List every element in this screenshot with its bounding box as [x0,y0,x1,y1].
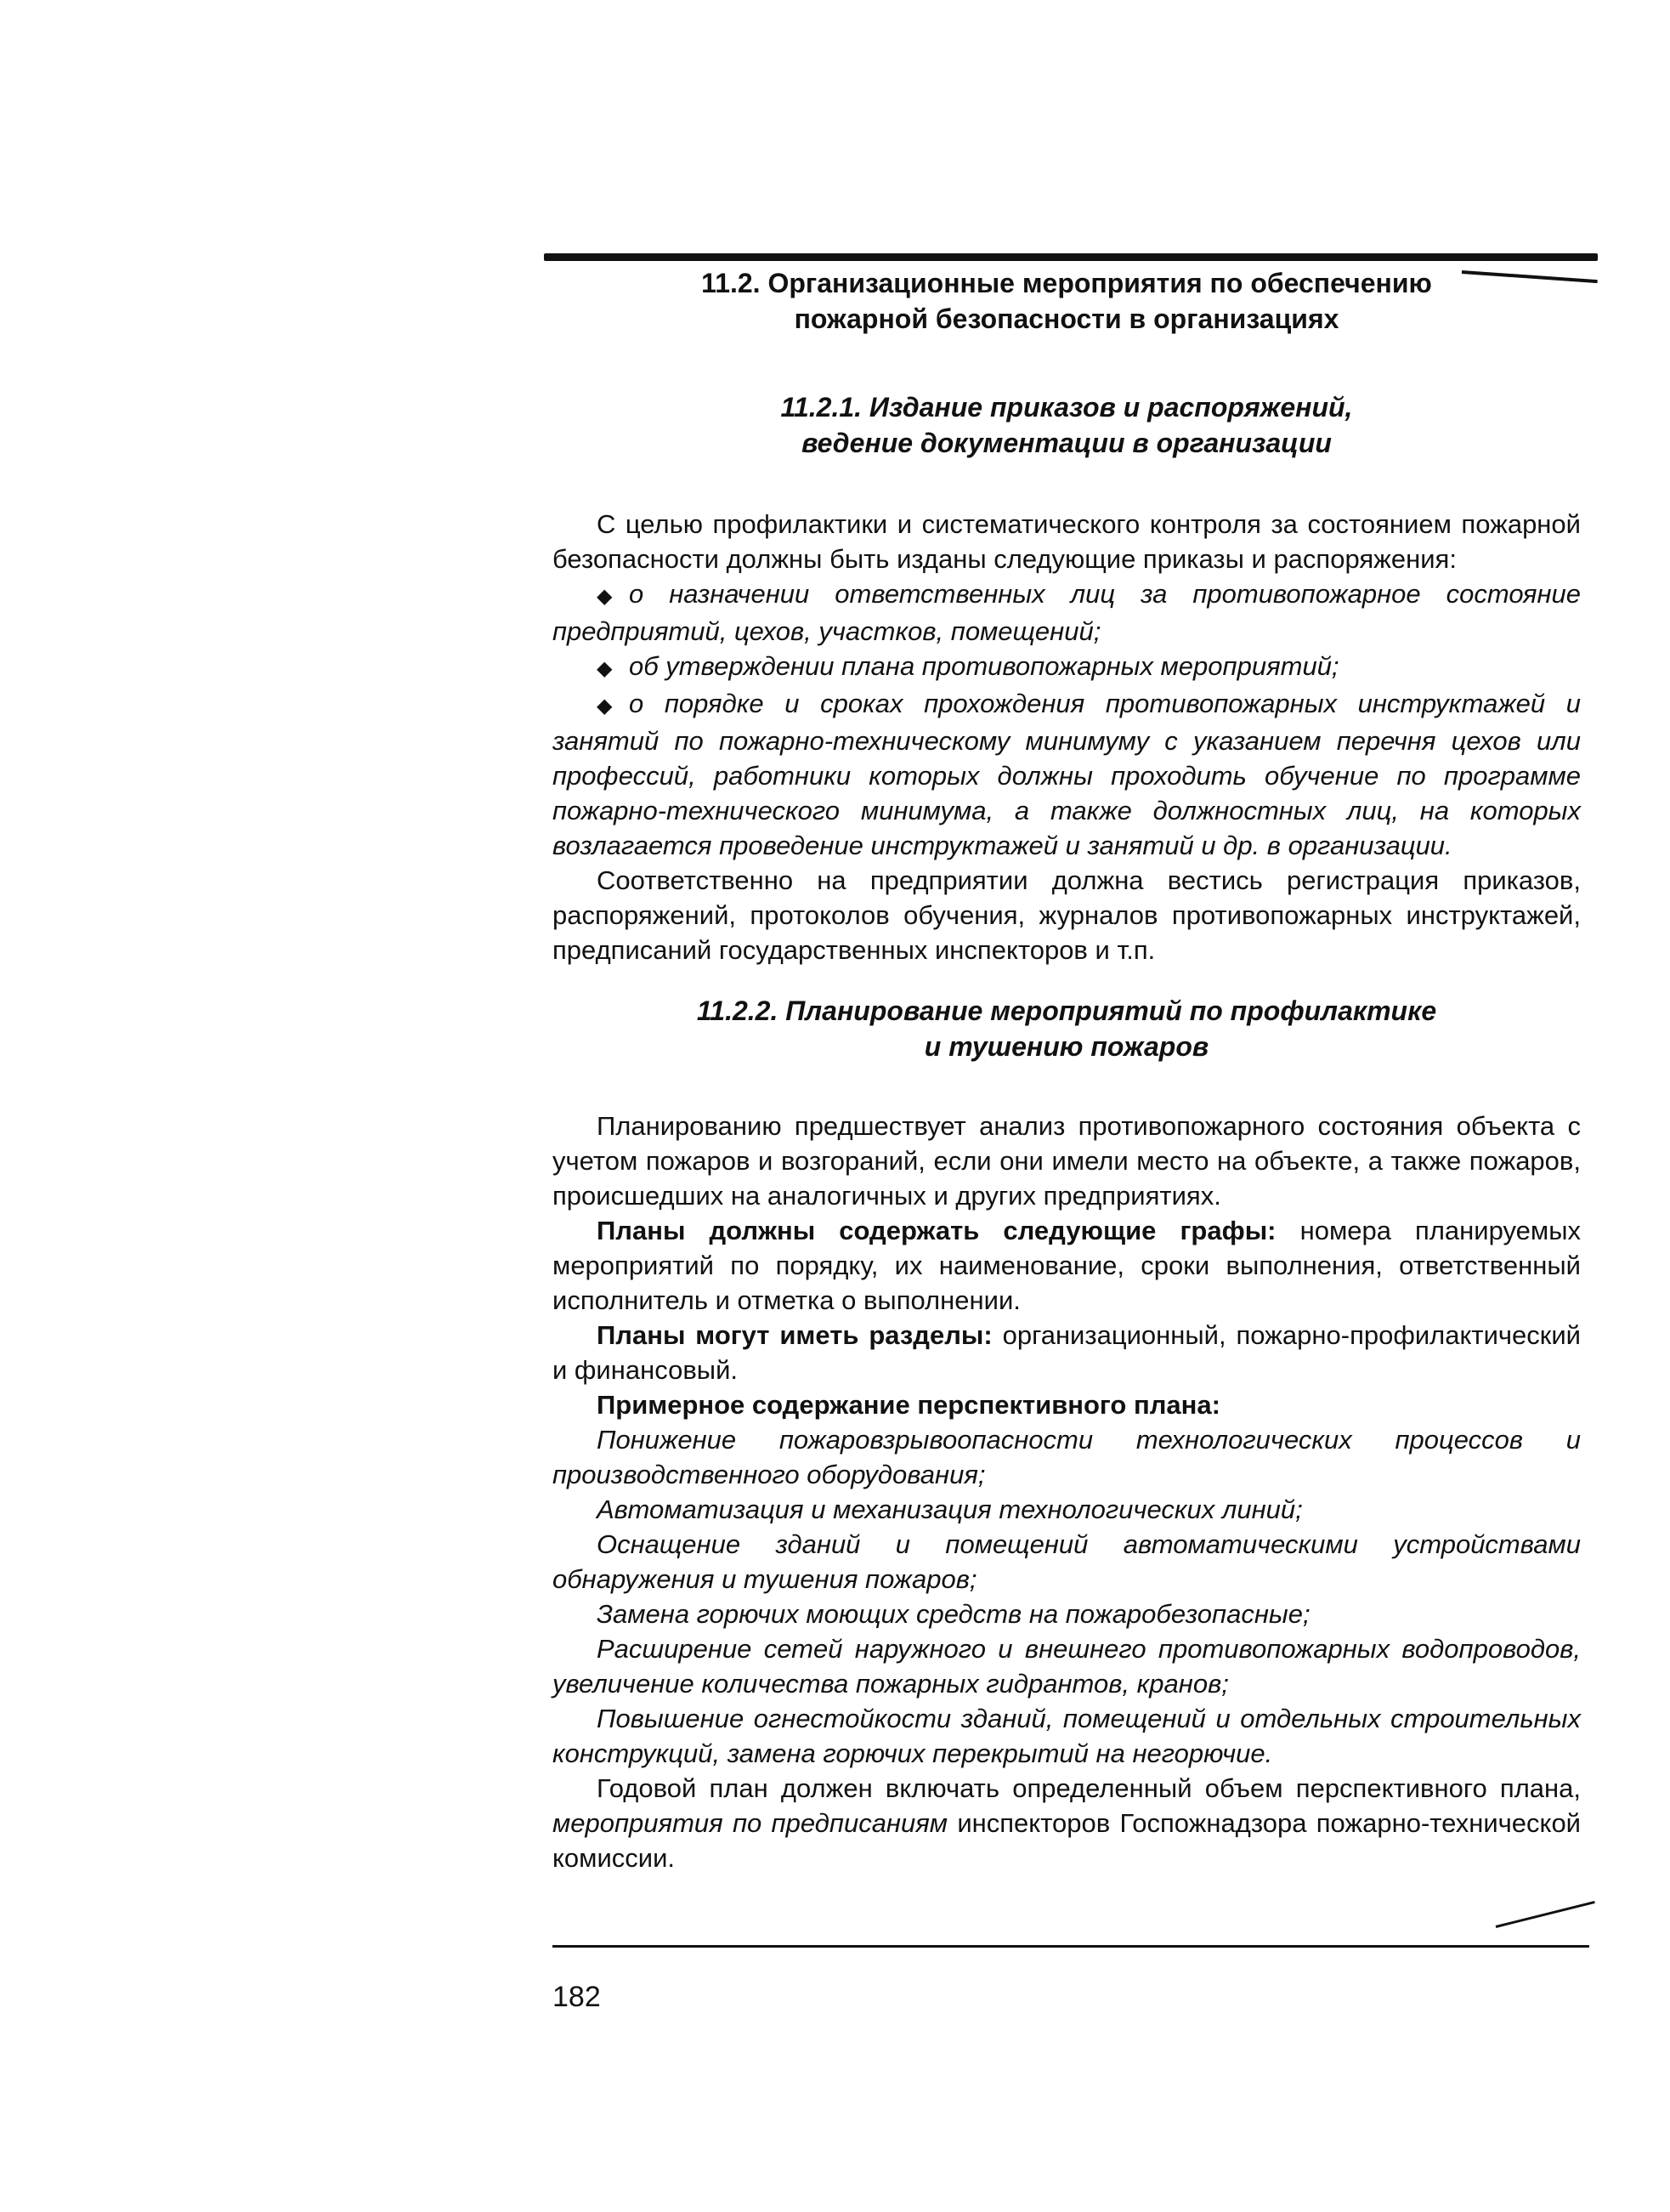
plan-item: Оснащение зданий и помещений автоматическими устройствами обнаружения и тушения пожаров; [552,1529,1581,1594]
diamond-bullet-icon: ◆ [597,657,613,680]
bottom-rule-curl [1496,1901,1595,1928]
bullet-item: ◆ о назначении ответственных лиц за противопожарное состояние предприятий, цехов, участков, помещений; [552,579,1581,646]
plan-sections-paragraph: Планы могут иметь разделы: организационный, пожарно-профилактический и финансовый. [552,1320,1581,1385]
page-content [552,265,1581,1875]
subsection-1-title-line1: 11.2.1. Издание приказов и распоряжений, [780,392,1353,423]
subsection-2-body [552,1109,1581,1875]
plan-contents-heading: Примерное содержание перспективного плана: [597,1390,1220,1420]
diamond-bullet-icon: ◆ [597,695,613,717]
section-title-line2: пожарной безопасности в организациях [794,303,1339,334]
intro-paragraph: С целью профилактики и систематического контроля за состоянием пожарной безопасности должны быть изданы следующие приказы и распоряжения: [552,509,1581,574]
annual-plan-paragraph: Годовой план должен включать определенный объем перспективного плана, мероприятия по предписаниям инспекторов Госпожнадзора пожарно-технической комиссии. [552,1773,1581,1873]
bullet-item: ◆ об утверждении плана противопожарных мероприятий; [552,649,1581,686]
diamond-bullet-icon: ◆ [597,585,613,608]
plan-item: Повышение огнестойкости зданий, помещений и отдельных строительных конструкций, замена горючих перекрытий на негорючие. [552,1704,1581,1768]
subsection-1-title-line2: ведение документации в организации [801,428,1332,458]
plan-columns-paragraph: Планы должны содержать следующие графы: номера планируемых мероприятий по порядку, их наименование, сроки выполнения, ответственный исполнитель и отметка о выполнении. [552,1216,1581,1315]
bottom-rule [552,1945,1589,1948]
section-title-line1: 11.2. Организационные мероприятия по обеспечению [701,268,1432,298]
subsection-2-title [552,993,1581,1064]
section-title [552,265,1581,337]
outro-paragraph: Соответственно на предприятии должна вестись регистрация приказов, распоряжений, протоколов обучения, журналов противопожарных инструктажей, предписаний государственных инспекторов и т.п. [552,865,1581,965]
bullet-item: ◆ о порядке и сроках прохождения противопожарных инструктажей и занятий по пожарно-техническому минимуму с указанием перечня цехов или профессий, работники которых должны проходить обучение по программе пожарно-технического минимума, а также должностных лиц, на которых возлагается проведение инструктажей и занятий и др. в организации. [552,689,1581,860]
subsection-1-title [552,389,1581,461]
subsection-2-title-line2: и тушению пожаров [924,1031,1209,1062]
page-number: 182 [552,1981,601,2013]
plan-item: Расширение сетей наружного и внешнего противопожарных водопроводов, увеличение количества пожарных гидрантов, кранов; [552,1634,1581,1699]
planning-paragraph: Планированию предшествует анализ противопожарного состояния объекта с учетом пожаров и возгораний, если они имели место на объекте, а также пожаров, происшедших на аналогичных и других предприятиях. [552,1111,1581,1211]
plan-item: Замена горючих моющих средств на пожаробезопасные; [597,1599,1311,1629]
subsection-2-title-line1: 11.2.2. Планирование мероприятий по профилактике [696,995,1437,1026]
subsection-1-body [552,507,1581,967]
plan-item: Автоматизация и механизация технологических линий; [597,1495,1303,1524]
plan-item: Понижение пожаровзрывоопасности технологических процессов и производственного оборудования; [552,1425,1581,1489]
top-rule [544,253,1598,261]
